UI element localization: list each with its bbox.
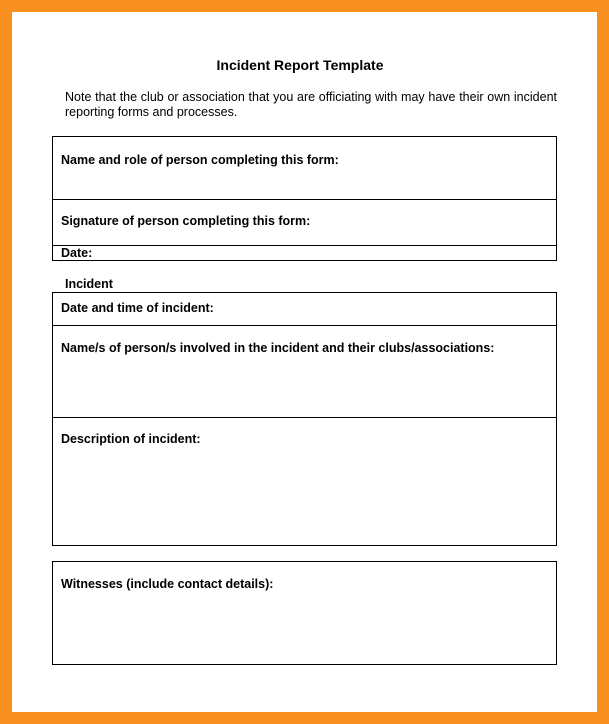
persons-involved-field[interactable] (53, 325, 556, 417)
witnesses-field[interactable] (53, 562, 556, 664)
signature-field[interactable] (53, 199, 556, 245)
witnesses-label: Witnesses (include contact details): (61, 577, 274, 591)
date-time-label: Date and time of incident: (61, 301, 214, 315)
date-label: Date: (61, 246, 93, 260)
name-role-field[interactable] (53, 137, 556, 199)
signature-label: Signature of person completing this form: (61, 214, 311, 228)
description-label: Description of incident: (61, 432, 201, 446)
document-page (12, 12, 597, 712)
name-role-label: Name and role of person completing this form: (61, 153, 339, 167)
persons-involved-label: Name/s of person/s involved in the incident and their clubs/associations: (61, 341, 495, 355)
completer-details-table (52, 136, 557, 261)
description-field[interactable] (53, 417, 556, 545)
witnesses-table (52, 561, 557, 665)
intro-note: Note that the club or association that you are officiating with may have their own incident reporting forms and processes. (65, 90, 557, 119)
incident-section-title: Incident (65, 277, 113, 291)
page-title: Incident Report Template (216, 57, 384, 73)
date-time-field[interactable] (53, 293, 556, 325)
incident-table (52, 292, 557, 546)
date-field[interactable] (53, 245, 556, 260)
